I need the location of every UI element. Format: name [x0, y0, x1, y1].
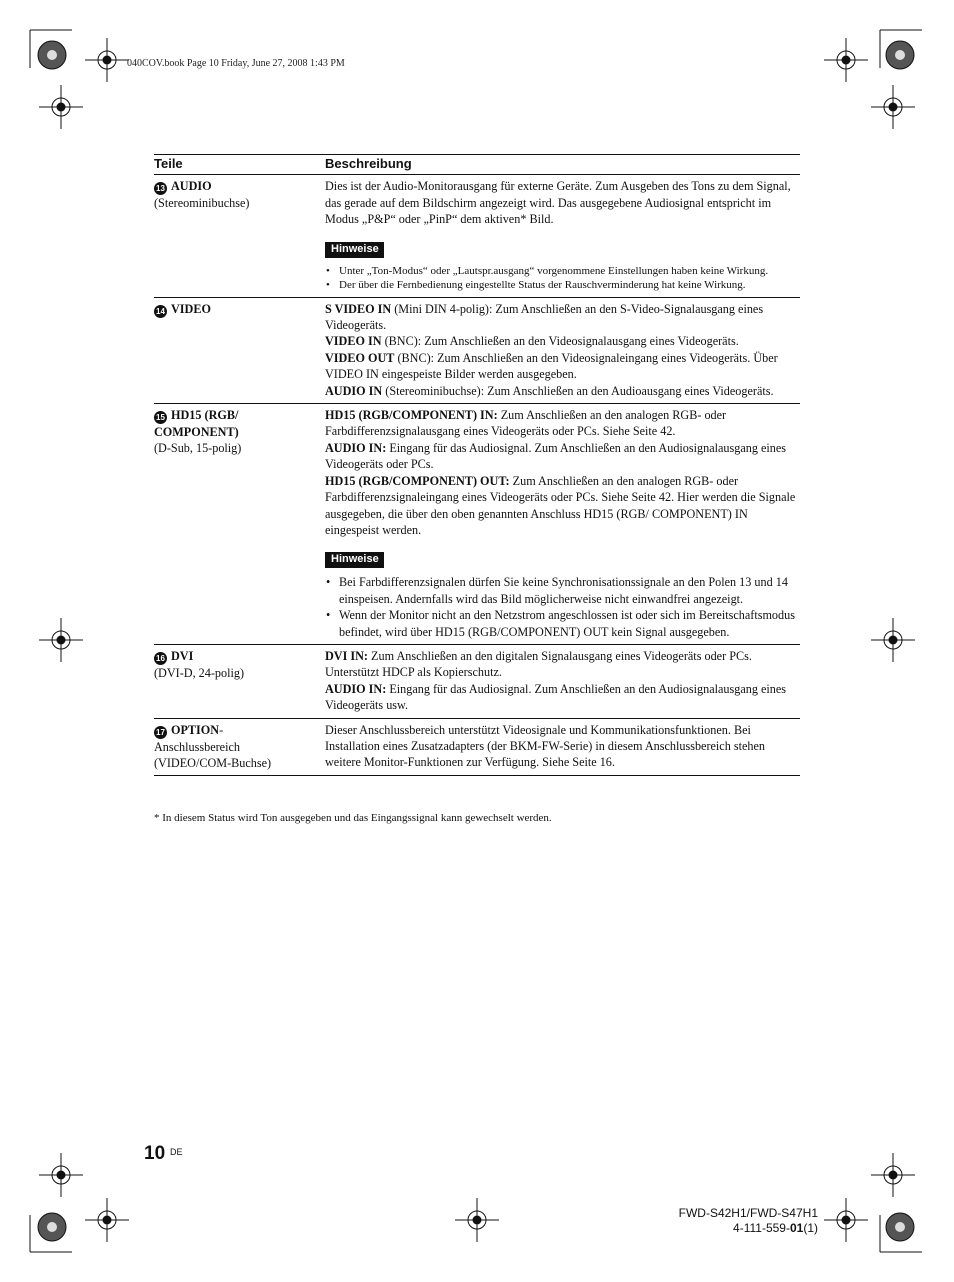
page-language: DE — [170, 1147, 183, 1157]
note-item: • Bei Farbdifferenzsignalen dürfen Sie keine Synchronisationssignale an den Polen 13 und 14 einspeisen. Andernfalls wird das Bild möglicherweise nicht einwandfrei angezeigt. — [325, 574, 800, 607]
model-name: FWD-S42H1/FWD-S47H1 — [678, 1206, 818, 1220]
part-name: VIDEO — [171, 301, 211, 316]
crosshair-bl-2 — [85, 1198, 129, 1242]
crosshair-bl-1 — [39, 1153, 83, 1197]
column-header-beschreibung: Beschreibung — [325, 156, 412, 171]
part-subtitle: Anschlussbereich — [154, 739, 240, 754]
footnote: * In diesem Status wird Ton ausgegeben und das Eingangssignal kann gewechselt werden. — [154, 812, 552, 824]
crosshair-tr-2 — [871, 85, 915, 129]
page-number: 10 — [144, 1143, 166, 1164]
description-paragraph: AUDIO IN: Eingang für das Audiosignal. Zum Anschließen an den Audiosignalausgang eines Videogeräts usw. — [325, 681, 787, 713]
crosshair-tl-2 — [39, 85, 83, 129]
part-name: AUDIO — [171, 179, 212, 194]
item-number-badge: 17 — [154, 726, 167, 739]
crosshair-ml — [39, 618, 83, 662]
note-item: • Der über die Fernbedienung eingestellte Status der Rauschverminderung hat keine Wirkung. — [325, 278, 800, 293]
item-number-badge: 14 — [154, 305, 167, 318]
part-subtitle-2: (VIDEO/COM-Buchse) — [154, 755, 272, 770]
part-name: DVI — [171, 648, 194, 663]
part-name: HD15 (RGB/ — [171, 408, 239, 423]
item-number-badge: 13 — [154, 182, 167, 195]
document-code: 4-111-559-01(1) — [733, 1221, 818, 1235]
wheel-mark-tl — [38, 41, 66, 69]
wheel-mark-bl — [38, 1213, 66, 1241]
book-header-line: 040COV.book Page 10 Friday, June 27, 2008 1:43 PM — [127, 58, 345, 69]
description-paragraph: DVI IN: Zum Anschließen an den digitalen Signalausgang eines Videogeräts oder PCs. Unterstützt HDCP als Kopierschutz. — [325, 648, 752, 680]
description-text: Dies ist der Audio-Monitorausgang für externe Geräte. Zum Ausgeben des Tons zu dem Signal, das gerade auf dem Bildschirm angezeigt wird. Das ausgegebene Audiosignal entspricht im Modus „P&P“ oder „PinP“ dem aktiven* Bild. — [325, 179, 791, 227]
notes-badge: Hinweise — [325, 552, 384, 568]
wheel-mark-tr — [886, 41, 914, 69]
model-info — [679, 1206, 818, 1236]
description-paragraph: VIDEO OUT (BNC): Zum Anschließen an den Videosignaleingang eines Videogeräts. Über VIDEO IN eingespeiste Bilder werden ausgegeben. — [325, 350, 778, 382]
part-name-hyphen: - — [219, 722, 224, 737]
description-paragraph: HD15 (RGB/COMPONENT) IN: Zum Anschließen an den analogen RGB- oder Farbdifferenzsignalausgang eines Videogeräts oder PCs. Siehe Seite 42. — [325, 408, 727, 439]
connector-table — [154, 154, 800, 776]
part-subtitle: (D-Sub, 15-polig) — [154, 441, 242, 456]
crosshair-bc — [455, 1198, 499, 1242]
note-item: • Wenn der Monitor nicht an den Netzstrom angeschlossen ist oder sich im Bereitschaftsmodus befindet, wird über HD15 (RGB/COMPONENT) OUT kein Signal ausgegeben. — [325, 607, 800, 640]
part-subtitle: (Stereominibuchse) — [154, 196, 250, 211]
table-row-hd15 — [154, 404, 800, 645]
crosshair-mr — [871, 618, 915, 662]
description-paragraph: VIDEO IN (BNC): Zum Anschließen an den Videosignalausgang eines Videogeräts. — [325, 334, 739, 349]
crosshair-br-1 — [871, 1153, 915, 1197]
crosshair-tr-1 — [824, 38, 868, 82]
crosshair-br-2 — [824, 1198, 868, 1242]
description-paragraph: HD15 (RGB/COMPONENT) OUT: Zum Anschließen an den analogen RGB- oder Farbdifferenzsignaleingang eines Videogeräts oder PCs. Siehe Seite 42. Hier werden die Signale ausgegeben, die über den oben genannten Anschluss HD15 (RGB/ COMPONENT) IN eingespeist werden. — [325, 473, 796, 537]
wheel-mark-br — [886, 1213, 914, 1241]
table-row-audio — [154, 175, 800, 297]
part-name-continued: COMPONENT) — [154, 425, 239, 440]
crosshair-tl-1 — [85, 38, 129, 82]
item-number-badge: 15 — [154, 411, 167, 424]
description-text: Dieser Anschlussbereich unterstützt Videosignale und Kommunikationsfunktionen. Bei Installation eines Zusatzadapters (der BKM-FW-Serie) in diesem Anschlussbereich stehen weitere Monitor-Funktionen zur Verfügung. Siehe Seite 16. — [325, 722, 765, 770]
table-header — [154, 154, 800, 175]
notes-list — [325, 574, 800, 640]
table-row-option — [154, 719, 800, 777]
note-item: • Unter „Ton-Modus“ oder „Lautspr.ausgang“ vorgenommene Einstellungen haben keine Wirkung. — [325, 264, 800, 279]
description-paragraph: AUDIO IN (Stereominibuchse): Zum Anschließen an den Audioausgang eines Videogeräts. — [325, 383, 774, 398]
notes-list — [325, 264, 800, 293]
description-paragraph: S VIDEO IN (Mini DIN 4-polig): Zum Anschließen an den S-Video-Signalausgang eines Videogeräts. — [325, 301, 764, 333]
column-header-teile: Teile — [154, 156, 183, 171]
description-paragraph: AUDIO IN: Eingang für das Audiosignal. Zum Anschließen an den Audiosignalausgang eines Videogeräts oder PCs. — [325, 440, 787, 472]
table-row-video — [154, 298, 800, 404]
table-row-dvi — [154, 645, 800, 719]
part-subtitle: (DVI-D, 24-polig) — [154, 665, 245, 680]
part-name: OPTION — [171, 722, 220, 737]
item-number-badge: 16 — [154, 652, 167, 665]
notes-badge: Hinweise — [325, 242, 384, 258]
